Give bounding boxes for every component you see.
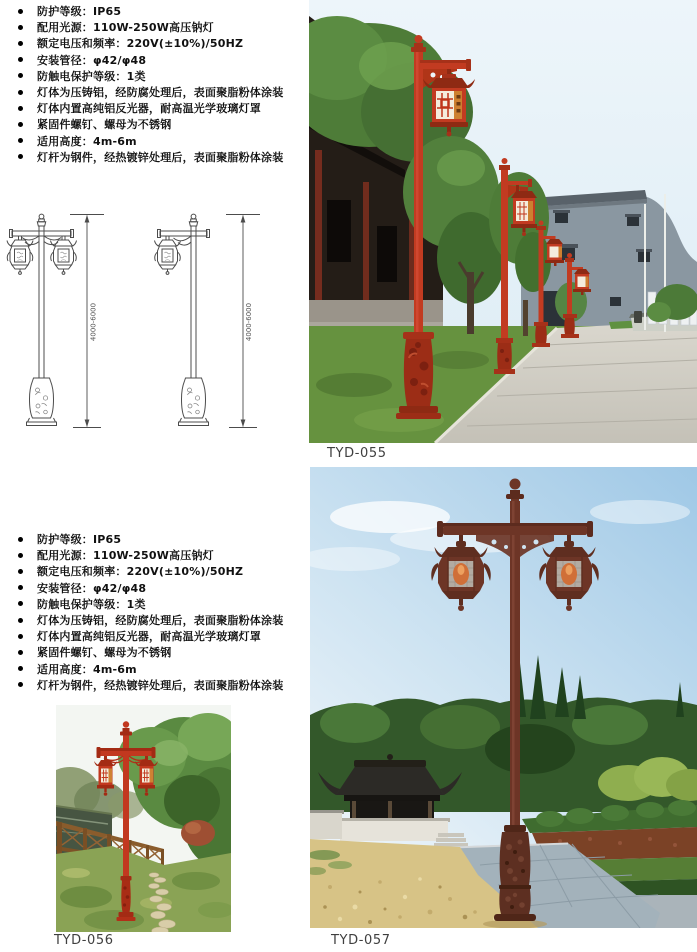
spec-text: 紧固件螺钉、螺母为不锈钢 — [37, 118, 172, 132]
spec-item — [15, 612, 283, 628]
spec-item — [15, 644, 283, 660]
bullet-icon — [18, 569, 23, 574]
line-drawings-svg — [0, 195, 280, 475]
product-code-tyd-057: TYD-057 — [331, 933, 391, 948]
product-photo-tyd-056 — [56, 705, 231, 932]
product-photo-tyd-055 — [309, 0, 697, 443]
bullet-icon — [18, 618, 23, 623]
spec-text: 额定电压和频率：220V(±10%)/50HZ — [37, 565, 244, 579]
dimension-line-right — [226, 215, 260, 428]
bullet-icon — [18, 90, 23, 95]
spec-text: 灯杆为钢件，经热镀锌处理后，表面聚脂粉体涂装 — [37, 150, 284, 164]
bullet-icon — [18, 73, 23, 78]
spec-item — [15, 677, 283, 693]
spec-text: 安装管径：φ42/φ48 — [37, 581, 147, 595]
drawing-double-lamp — [7, 214, 77, 425]
spec-text: 灯体为压铸铝，经防腐处理后，表面聚脂粉体涂装 — [37, 86, 284, 100]
dimension-label: 4000-6000 — [89, 302, 98, 342]
spec-item — [15, 19, 283, 35]
product-code-tyd-055: TYD-055 — [327, 446, 387, 461]
photo-tyd-055-scene — [309, 0, 697, 443]
bullet-icon — [18, 537, 23, 542]
trash-bin — [634, 311, 642, 323]
technical-drawings — [0, 195, 280, 475]
spec-item — [15, 628, 283, 644]
dimension-line-left — [70, 215, 104, 428]
spec-list-bottom — [15, 531, 283, 693]
spec-item — [15, 596, 283, 612]
spec-text: 配用光源：110W-250W高压钠灯 — [37, 549, 214, 563]
product-photo-tyd-057 — [310, 467, 697, 928]
spec-text: 灯杆为钢件，经热镀锌处理后，表面聚脂粉体涂装 — [37, 678, 284, 692]
spec-item — [15, 35, 283, 51]
spec-text: 额定电压和频率：220V(±10%)/50HZ — [37, 37, 244, 51]
photo-tyd-057-scene — [310, 467, 697, 928]
bullet-icon — [18, 9, 23, 14]
spec-text: 防触电保护等级：1类 — [37, 597, 146, 611]
spec-item — [15, 563, 283, 579]
spec-text: 适用高度：4m-6m — [37, 134, 137, 148]
spec-text: 紧固件螺钉、螺母为不锈钢 — [37, 646, 172, 660]
bullet-icon — [18, 154, 23, 159]
spec-item — [15, 3, 283, 19]
red-bush — [181, 820, 215, 846]
spec-item — [15, 661, 283, 677]
bullet-icon — [18, 122, 23, 127]
bullet-icon — [18, 650, 23, 655]
bullet-icon — [18, 57, 23, 62]
bullet-icon — [18, 25, 23, 30]
product-code-tyd-056: TYD-056 — [54, 933, 114, 948]
spec-list-top — [15, 3, 283, 165]
spec-item — [15, 531, 283, 547]
bullet-icon — [18, 634, 23, 639]
drawing-single-lamp — [155, 214, 210, 425]
spec-item — [15, 580, 283, 596]
bullet-icon — [18, 585, 23, 590]
grass — [56, 846, 231, 932]
spec-item — [15, 68, 283, 84]
bullet-icon — [18, 553, 23, 558]
dimension-label: 4000-6000 — [245, 302, 253, 342]
spec-text: 安装管径：φ42/φ48 — [37, 53, 147, 67]
spec-text: 防护等级：IP65 — [37, 5, 122, 19]
bullet-icon — [18, 138, 23, 143]
spec-item — [15, 52, 283, 68]
bullet-icon — [18, 666, 23, 671]
spec-item — [15, 133, 283, 149]
spec-text: 灯体内置高纯铝反光器，耐高温光学玻璃灯罩 — [37, 630, 261, 644]
spec-item — [15, 547, 283, 563]
bullet-icon — [18, 41, 23, 46]
bullet-icon — [18, 106, 23, 111]
spec-text: 配用光源：110W-250W高压钠灯 — [37, 21, 214, 35]
bullet-icon — [18, 601, 23, 606]
spec-text: 防护等级：IP65 — [37, 533, 122, 547]
spec-text: 适用高度：4m-6m — [37, 662, 137, 676]
spec-item — [15, 149, 283, 165]
spec-item — [15, 84, 283, 100]
spec-item — [15, 100, 283, 116]
spec-text: 灯体为压铸铝，经防腐处理后，表面聚脂粉体涂装 — [37, 614, 284, 628]
photo-tyd-056-scene — [56, 705, 231, 932]
spec-text: 防触电保护等级：1类 — [37, 69, 146, 83]
spec-text: 灯体内置高纯铝反光器，耐高温光学玻璃灯罩 — [37, 102, 261, 116]
spec-item — [15, 116, 283, 132]
bullet-icon — [18, 682, 23, 687]
